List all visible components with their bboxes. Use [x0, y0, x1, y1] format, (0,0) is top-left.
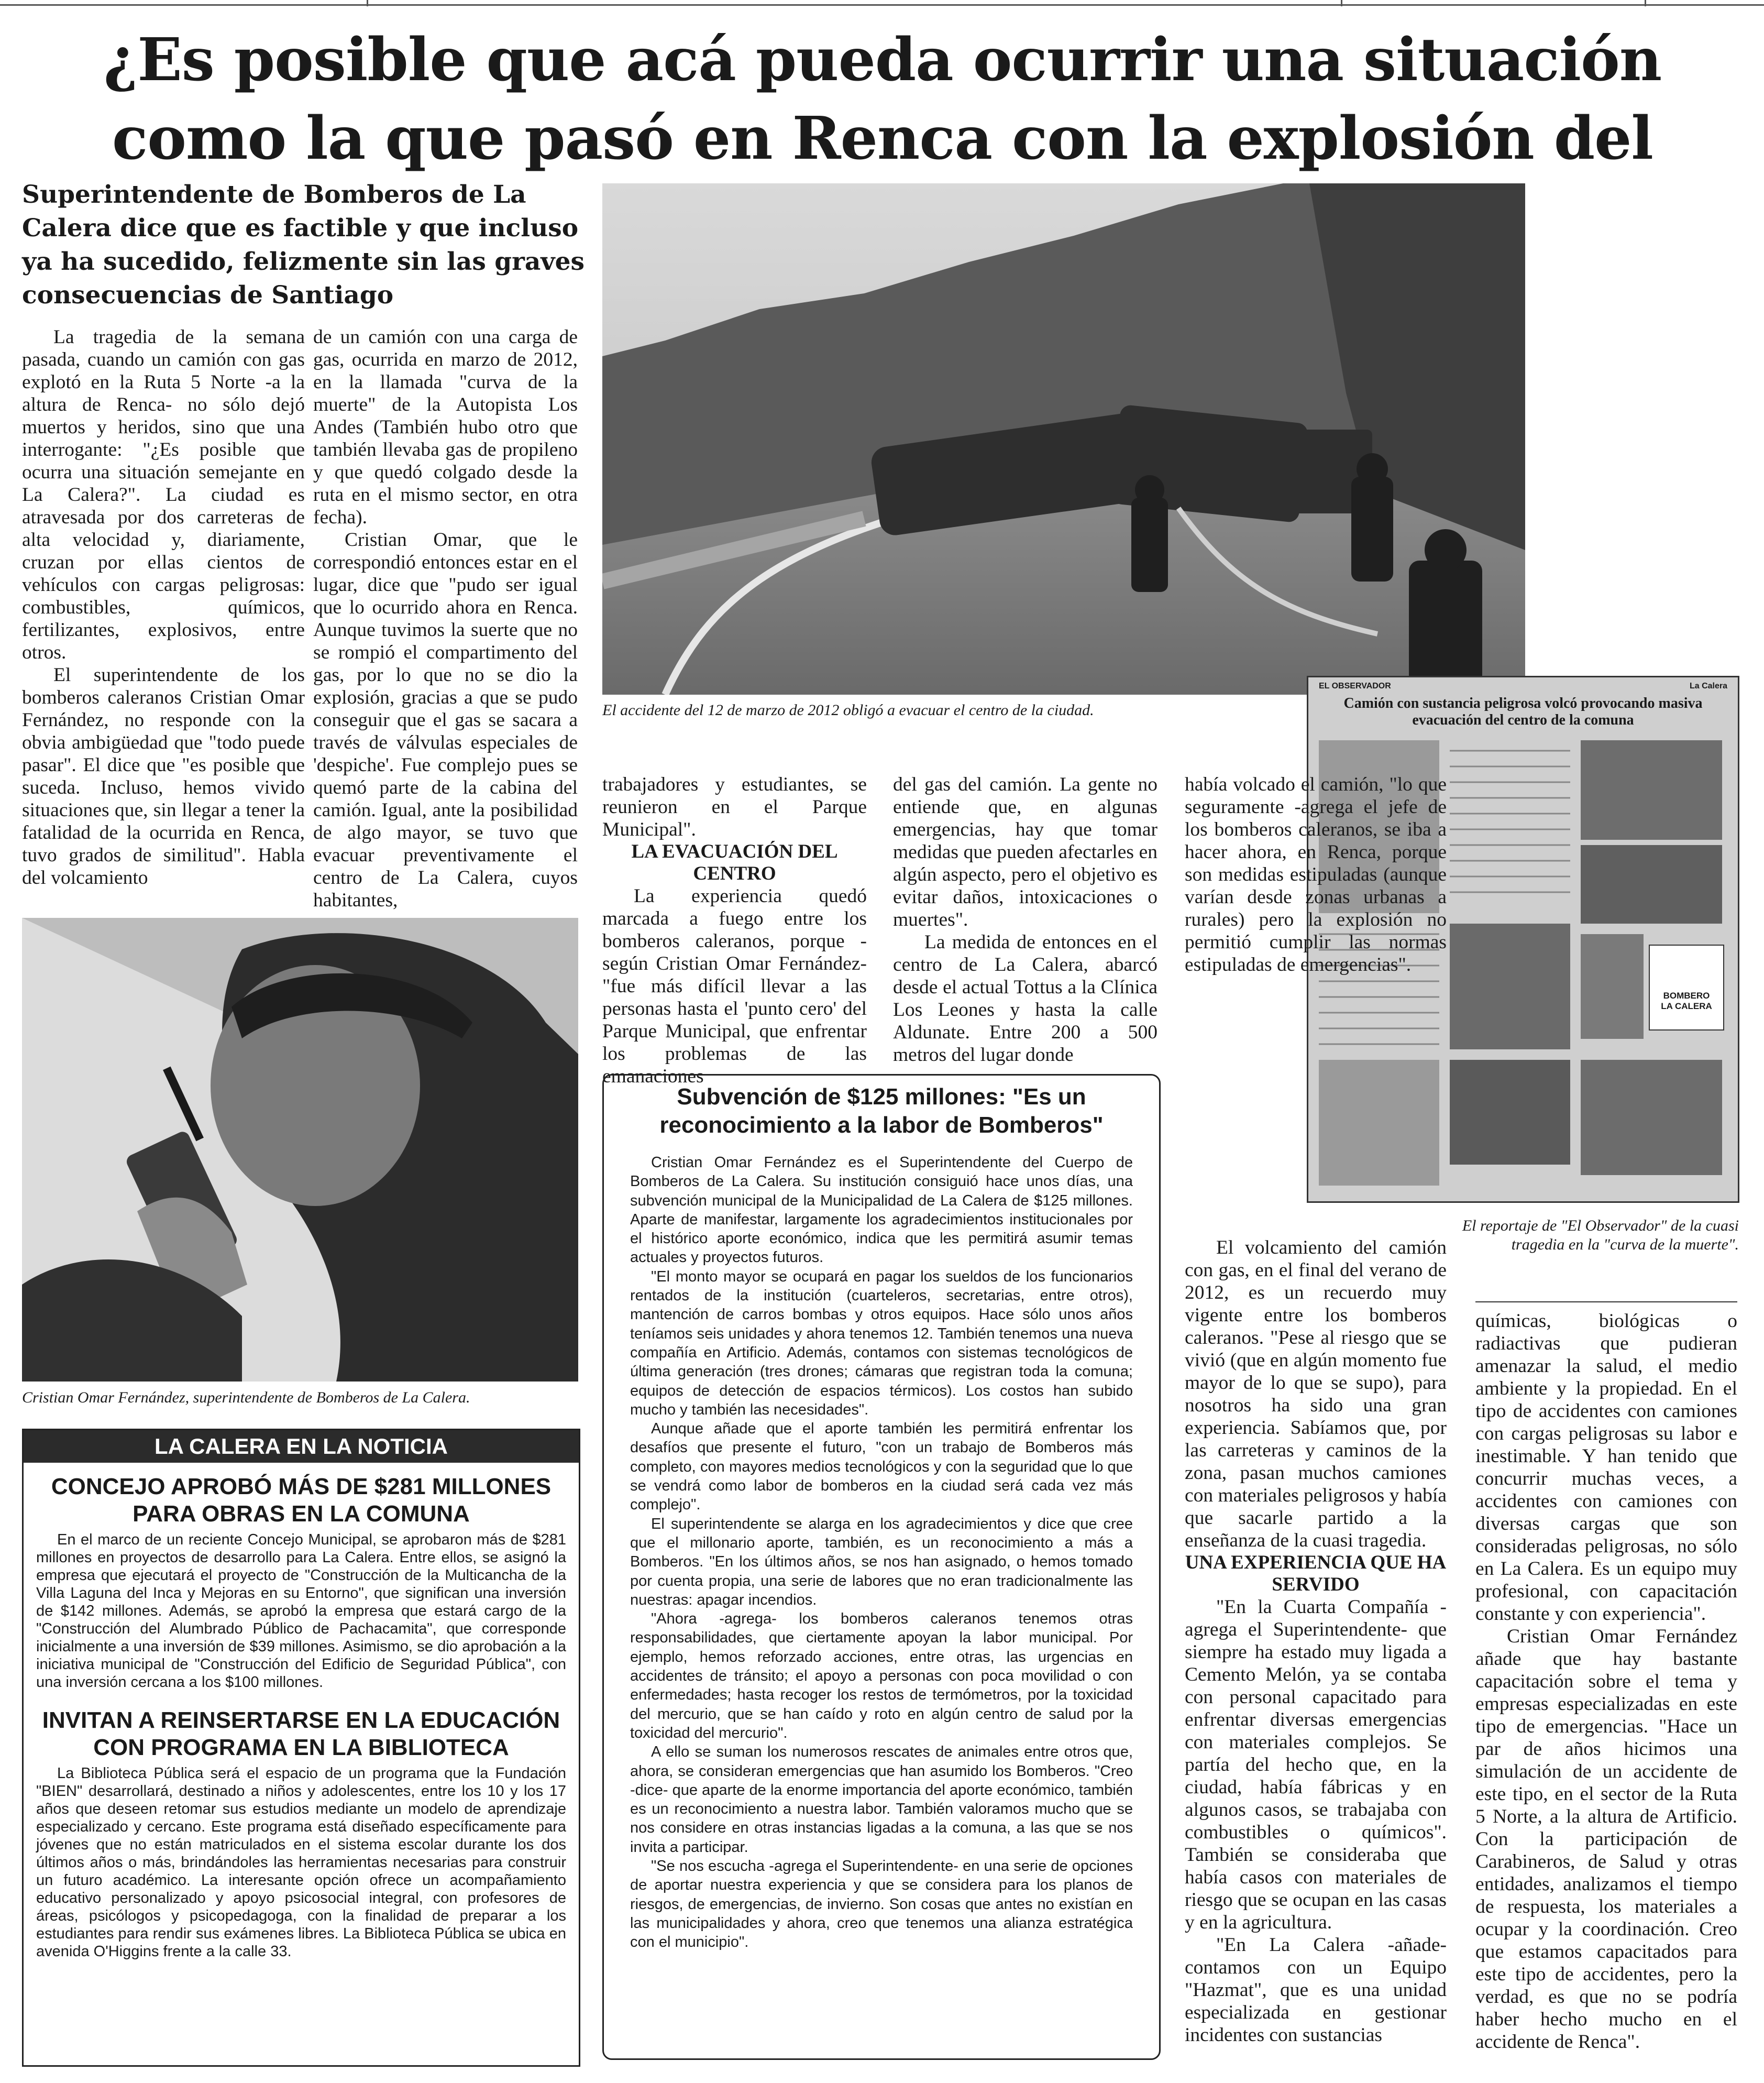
portrait-illustration [22, 918, 578, 1382]
clipping-badge-top: BOMBERO [1663, 991, 1710, 1001]
paragraph: había volcado el camión, "lo que seguramente -agrega el jefe de los bomberos caleranos, se iba a hacer ahora, en Renca, porque son medidas estipuladas (aunque varían desde zonas urbanas a rurales) pero la explosión no permitió cumplir las normas estipuladas de emergencias". [1185, 774, 1447, 975]
paragraph: de un camión con una carga de gas, ocurrida en marzo de 2012, en la llamada "curva de la muerte" de la Autopista Los Andes (También hubo otro que también llevaba gas de propileno y que quedó colgado desde la ruta en el mismo sector, en otra fecha). [313, 326, 578, 528]
paragraph: "El monto mayor se ocupará en pagar los sueldos de los funcionarios rentados de la institución (cuarteleros, secretarias, entre otros), mantención de carros bombas y otros equipos. Hace sólo unos años teníamos seis unidades y ahora tenemos 12. También tenemos una nueva compañía en Artificio. Además, contamos con sistemas tecnológicos de última generación (tres drones; cámaras que registran toda la comuna; equipos de detección de espacios térmicos). Los costos han subido mucho y también las necesidades". [630, 1268, 1133, 1418]
article-column-3 [602, 773, 867, 1088]
article-column-6-rule [1475, 1301, 1737, 1302]
paragraph: El superintendente se alarga en los agradecimientos y dice que cree que el millonario aporte, también, es un reconocimiento a más a Bomberos. "En los últimos años, se nos han asignado, o hemos tomado por cuenta propia, una serie de labores que no eran tradicionalmente las nuestras: apagar incendios. [630, 1515, 1133, 1608]
paragraph: "En La Calera -añade- contamos con un Equipo "Hazmat", que es una unidad especializada en gestionar incidentes con sustancias [1185, 1934, 1447, 2046]
article-column-4 [893, 773, 1157, 1066]
top-rule-tick [1341, 0, 1342, 6]
top-rule-tick [1645, 0, 1646, 6]
paragraph: "Ahora -agrega- los bomberos caleranos tenemos otras responsabilidades, que ciertamente apoyan la labor municipal. Por ejemplo, hemos reforzado acciones, entre otras, las urgencias en accidentes de tránsito; el apoyo a personas con poca movilidad o con enfermedades; hasta recoger los restos de termómetros, por la toxicidad del mercurio, que se han caído y roto en algún centro de salud por la toxicidad del mercurio". [630, 1610, 1133, 1741]
clipping-masthead: EL OBSERVADOR [1319, 682, 1391, 690]
headline: ¿Es posible que acá pueda ocurrir una situación como la que pasó en Renca con la explosión del [103, 26, 1662, 173]
paragraph: El volcamiento del camión con gas, en el final del verano de 2012, es un recuerdo muy vigente entre los bomberos caleranos. "Pese al riesgo que se vivió (que en algún momento fue mayor de lo que se supo), para nosotros ha sido una gran experiencia. Sabíamos que, por las carreteras y caminos de la zona, pasan muchos camiones con materiales peligrosos y había que sacarle partido a la enseñanza de la cuasi tragedia. [1185, 1237, 1447, 1551]
subsidy-box [602, 1074, 1161, 2060]
portrait-photo-caption: Cristian Omar Fernández, superintendente de Bomberos de La Calera. [22, 1389, 470, 1406]
paragraph: químicas, biológicas o radiactivas que pudieran amenazar la salud, el medio ambiente y la propiedad. En el tipo de accidentes con camiones con cargas peligrosas su labor e inestimable. Y han tenido que concurrir muchas veces, a accidentes con camiones con diversas cargas que son consideradas peligrosas, no sólo en La Calera. Es un equipo muy profesional, con capacitación constante y con experiencia". [1475, 1310, 1737, 1625]
clipping-badge-bottom: LA CALERA [1661, 1001, 1712, 1011]
news-story-1-title: CONCEJO APROBÓ MÁS DE $281 MILLONES PARA OBRAS EN LA COMUNA [51, 1474, 552, 1527]
news-box-header: LA CALERA EN LA NOTICIA [24, 1430, 579, 1463]
main-photo-caption: El accidente del 12 de marzo de 2012 obligó a evacuar el centro de la ciudad. [602, 701, 1094, 719]
portrait-photo-superintendent [22, 918, 578, 1382]
paragraph: Aunque añade que el aporte también les permitirá enfrentar los desafíos que presente el futuro, "con un trabajo de Bomberos más completo, con mayores medios tecnológicos y con la seguridad que lo que se vendrá como labor de bomberos en la ciudad será cada vez más complejo". [630, 1420, 1133, 1514]
top-rule [0, 0, 1764, 6]
subheading-evacuation: LA EVACUACIÓN DEL CENTRO [631, 841, 838, 884]
news-story-1-body: En el marco de un reciente Concejo Municipal, se aprobaron más de $281 millones en proyectos de desarrollo para La Calera. Entre ellos, se asignó la empresa que ejecutará el proyecto de "Construcción de la Multicancha de la Villa Laguna del Inca y Mejoras en su Entorno", que significan una inversión de $142 millones. Además, se aprobó la empresa que estará cargo de la "Construcción del Alumbrado Público de Pachacamita", que corresponde inicialmente a una inversión de $39 millones. Asimismo, se dio aprobación a la iniciativa municipal de "Construcción del Edificio de Seguridad Pública", con una inversión cercana a los $100 millones. [36, 1531, 566, 1691]
article-column-5 [1185, 1236, 1447, 2046]
paragraph: "En la Cuarta Compañía -agrega el Superintendente- que siempre ha estado muy ligada a Cemento Melón, ya se contaba con personal capacitado para enfrentar diversas emergencias con materiales complejos. Se partía del hecho que, en la ciudad, había fábricas y en algunos casos, se trabajaba con combustibles o químicos". También se consideraba que había casos con materiales de riesgo que se ocupan en las casas y en la agricultura. [1185, 1596, 1447, 1933]
top-rule-tick [367, 0, 368, 6]
clipping-headline: Camión con sustancia peligrosa volcó provocando masiva evacuación del centro de la comuna [1343, 695, 1703, 728]
truck-scene-illustration [602, 183, 1525, 695]
clipping-caption: El reportaje de "El Observador" de la cuasi tragedia en la "curva de la muerte". [1462, 1217, 1739, 1253]
article-column-5-top [1185, 773, 1447, 976]
subsidy-title: Subvención de $125 millones: "Es un reconocimiento a la labor de Bomberos" [659, 1084, 1104, 1138]
clipping-section: La Calera [1689, 682, 1727, 690]
paragraph: La medida de entonces en el centro de La Calera, abarcó desde el actual Tottus a la Clínica Los Leones y hasta la calle Aldunate. Entre 200 a 500 metros del lugar donde [893, 931, 1157, 1066]
paragraph: A ello se suman los numerosos rescates de animales entre otros que, ahora, se consideran emergencias que han asumido los Bomberos. "Creo -dice- que aparte de la enorme importancia del aporte económico, también es un reconocimiento a nuestra labor. También valoramos mucho que se nos considere en otras instancias ligadas a la comuna, a las que se nos invita a participar. [630, 1744, 1133, 1856]
article-column-1 [22, 326, 305, 889]
subsidy-body [630, 1153, 1133, 1952]
news-story-2-body: La Biblioteca Pública será el espacio de un programa que la Fundación "BIEN" desarrollará, destinado a niños y adolescentes, entre los 10 y los 17 años que deseen retomar sus estudios mediante un modelo de aprendizaje especializado y cercano. Este programa está diseñado específicamente para jóvenes que no están matriculados en el sistema escolar durante los dos últimos años o más, brindándoles las herramientas necesarias para construir un futuro académico. La interesante opción ofrece un acompañamiento educativo personalizado y apoyo psicosocial integral, con profesores de áreas, psicólogos y psicopedagoga, con la finalidad de preparar a los estudiantes para rendir sus exámenes libres. La Biblioteca Pública se ubica en avenida O'Higgins frente a la calle 33. [36, 1765, 566, 1960]
paragraph: Cristian Omar, que le correspondió entonces estar en el lugar, dice que "pudo ser igual que lo ocurrido ahora en Renca. Aunque tuvimos la suerte que no se rompió el compartimento del gas, por lo que no se dio la explosión, gracias a que se pudo conseguir que el gas se sacara a través de válvulas especiales de 'despiche'. Fue complejo pues se quemó parte de la cabina del camión. Igual, ante la posibilidad de algo mayor, se tuvo que evacuar preventivamente el centro de La Calera, cuyos habitantes, [313, 529, 578, 911]
paragraph: del gas del camión. La gente no entiende que, en algunas emergencias, hay que tomar medidas que pueden afectarles en algún aspecto, pero el objetivo es evitar daños, intoxicaciones o muertes". [893, 774, 1157, 930]
clipping-badge [1649, 945, 1724, 1030]
article-column-6 [1475, 1310, 1737, 2053]
paragraph: Cristian Omar Fernández añade que hay bastante capacitación sobre el tema y empresas especializadas en este tipo de emergencias. "Hace un par de años hicimos una simulación de un accidente de este tipo, en el sector de la Ruta 5 Norte, a la altura de Artificio. Con la participación de Carabineros, de Salud y otras entidades, analizamos el tiempo de respuesta, los materiales a ocupar y la coordinación. Creo que estamos capacitados para este tipo de accidentes, pero la verdad, es que no se podría haber hecho mucho en el accidente de Renca". [1475, 1626, 1737, 2053]
article-column-2 [313, 326, 578, 912]
paragraph: La tragedia de la semana pasada, cuando un camión con gas explotó en la Ruta 5 Norte -a la altura de Renca- no sólo dejó muertos y heridos, sino que una interrogante: "¿Es posible que ocurra una situación semejante en La Calera?". La ciudad es atravesada por dos carreteras de alta velocidad y, diariamente, cruzan por ellas cientos de vehículos con cargas peligrosas: combustibles, químicos, fertilizantes, explosivos, entre otros. [22, 326, 305, 663]
paragraph: trabajadores y estudiantes, se reunieron en el Parque Municipal". [602, 774, 867, 840]
subheading-experience: UNA EXPERIENCIA QUE HA SERVIDO [1185, 1552, 1447, 1595]
paragraph: Cristian Omar Fernández es el Superintendente del Cuerpo de Bomberos de La Calera. Su institución consiguió hace unos días, una subvención municipal de la Municipalidad de La Calera de $125 millones. Aparte de manifestar, largamente los agradecimientos institucionales por el histórico aporte económico, indica que les permitirá asumir temas actuales y proyectos futuros. [630, 1154, 1133, 1266]
news-box [22, 1429, 580, 2067]
paragraph: "Se nos escucha -agrega el Superintendente- en una serie de opciones de aportar nuestra experiencia y que se considera para los planos de riesgos, de emergencias, de invierno. Son cosas que antes no existían en las municipalidades y ahora, creo que tenemos una alianza estratégica con el municipio". [630, 1857, 1133, 1951]
deck: Superintendente de Bomberos de La Calera dice que es factible y que incluso ya ha sucedido, felizmente sin las graves consecuencias de Santiago [22, 180, 585, 310]
paragraph: El superintendente de los bomberos caleranos Cristian Omar Fernández, no responde con la obvia ambigüedad que "todo puede pasar". El dice que "es posible que suceda. Incluso, hemos vivido situaciones que, sin llegar a tener la fatalidad de la ocurrida en Renca, tuvo grados de similitud". Habla del volcamiento [22, 664, 305, 889]
news-story-2-title: INVITAN A REINSERTARSE EN LA EDUCACIÓN CON PROGRAMA EN LA BIBLIOTECA [42, 1707, 560, 1760]
main-photo-overturned-truck [602, 183, 1525, 695]
paragraph: La experiencia quedó marcada a fuego entre los bomberos caleranos, porque -según Cristian Omar Fernández- "fue más difícil llevar a las personas hasta el 'punto cero' del Parque Municipal, que enfrentar los problemas de las emanaciones [602, 885, 867, 1087]
